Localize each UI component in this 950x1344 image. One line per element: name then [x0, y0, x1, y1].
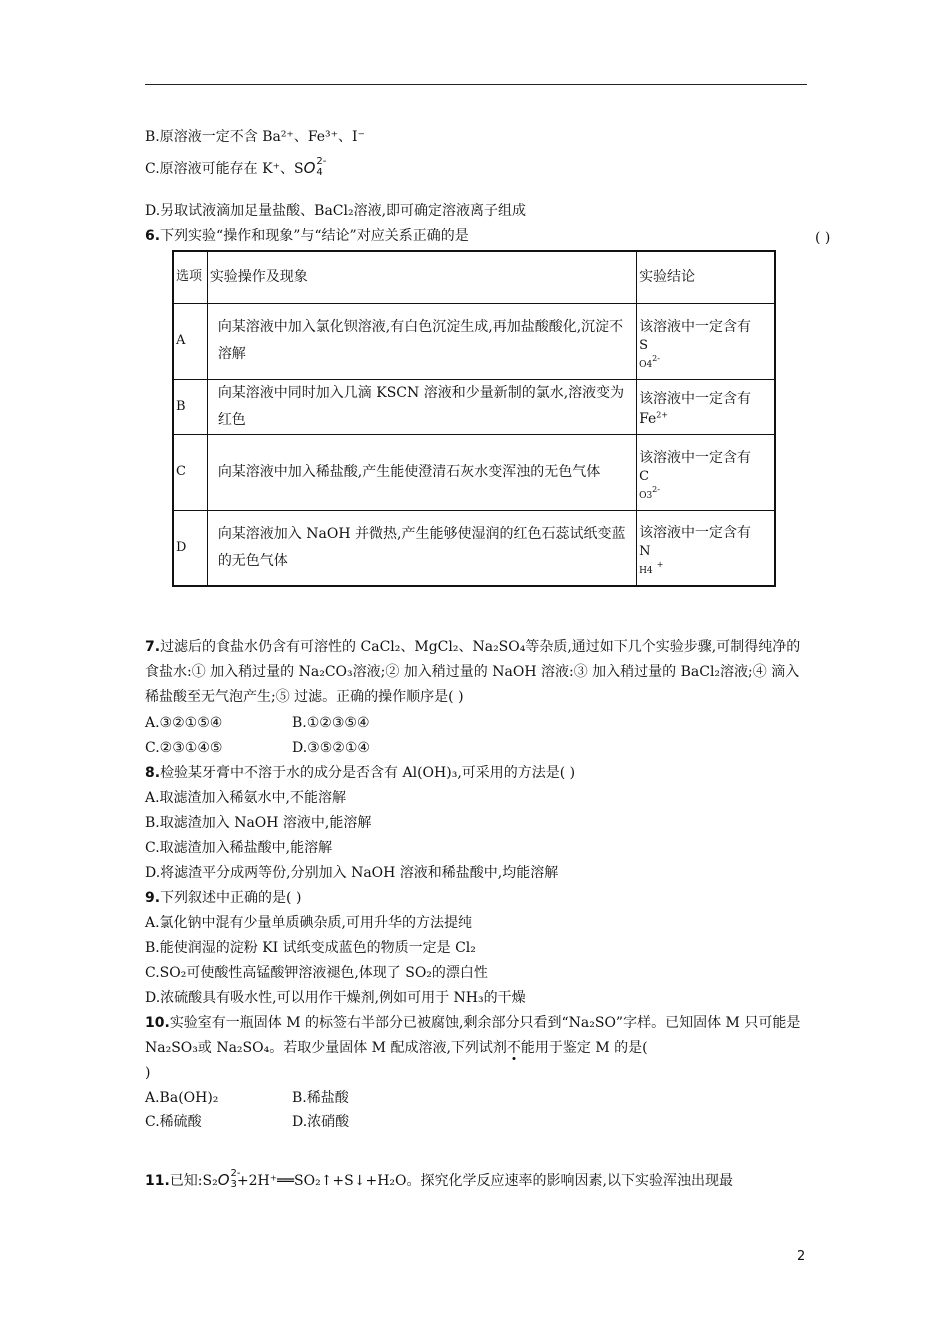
q5-option-c: C.原溶液可能存在 K⁺、$SO^{2-}4$ — [145, 158, 323, 181]
q9-option-a: A.氯化钠中混有少量单质碘杂质,可用升华的方法提纯 — [145, 915, 473, 931]
row-conclusion: 该溶液中一定含有 N $_{H4}$ + — [637, 510, 775, 586]
table-header-row — [173, 251, 775, 303]
q10-option-b: B.稀盐酸 — [292, 1090, 349, 1106]
q10-option-a: A.Ba(OH)₂ — [145, 1090, 219, 1106]
q6-answer-paren: ( ) — [815, 230, 831, 246]
q7-option-c: C.②③①④⑤ — [145, 740, 223, 756]
q5-option-d: D.另取试液滴加足量盐酸、BaCl₂溶液,即可确定溶液离子组成 — [145, 203, 527, 219]
thiosulfate-ion-formula: $O^{2-}3$ — [217, 1168, 241, 1190]
q11-stem: 11.已知$:S_2O^{2-}3+2H^+══SO_2↑+S↓+H_2O$。探究化学反应速率的影响因素,以下实验浑浊出现最 — [145, 1170, 733, 1193]
row-option: D — [173, 510, 207, 586]
q8-option-d: D.将滤渣平分成两等份,分别加入 NaOH 溶液和稀盐酸中,均能溶解 — [145, 865, 559, 881]
q6-stem: 6.下列实验“操作和现象”与“结论”对应关系正确的是 — [145, 228, 469, 244]
q7-option-a: A.③②①⑤④ — [145, 715, 223, 731]
row-option: C — [173, 434, 207, 510]
q8-option-a: A.取滤渣加入稀氨水中,不能溶解 — [145, 790, 347, 806]
header-rule — [145, 84, 807, 85]
q10-stem: 10.实验室有一瓶固体 M 的标签右半部分已被腐蚀,剩余部分只看到“Na₂SO”字样。已知固体 M 只可能是 Na₂SO₃或 Na₂SO₄。若取少量固体 M 配成溶液,下列试剂不能用于鉴定 M 的是( ) — [145, 1015, 801, 1081]
q8-stem: 8.检验某牙膏中不溶于水的成分是否含有 Al(OH)₃,可采用的方法是( ) — [145, 765, 576, 781]
sulfate-ion-formula: $O^{2-}4$ — [303, 156, 327, 178]
header-conclusion: 实验结论 — [637, 251, 775, 303]
q9-option-c: C.SO₂可使酸性高锰酸钾溶液褪色,体现了 SO₂的漂白性 — [145, 965, 488, 981]
q7-option-d: D.③⑤②①④ — [292, 740, 370, 756]
q8-option-b: B.取滤渣加入 NaOH 溶液中,能溶解 — [145, 815, 372, 831]
q8-option-c: C.取滤渣加入稀盐酸中,能溶解 — [145, 840, 333, 856]
q9-stem: 9.下列叙述中正确的是( ) — [145, 890, 302, 906]
row-conclusion: 该溶液中一定含有 $Fe^{2+}$ — [637, 379, 775, 434]
row-option: A — [173, 303, 207, 379]
row-operation: 向某溶液中同时加入几滴 KSCN 溶液和少量新制的氯水,溶液变为红色 — [217, 384, 625, 428]
header-option: 选项 — [173, 251, 207, 303]
q10-option-d: D.浓硝酸 — [292, 1114, 350, 1130]
q9-option-d: D.浓硫酸具有吸水性,可以用作干燥剂,例如可用于 NH₃的干燥 — [145, 990, 526, 1006]
q7-stem: 7.过滤后的食盐水仍含有可溶性的 CaCl₂、MgCl₂、Na₂SO₄等杂质,通过如下几个实验步骤,可制得纯净的食盐水:① 加入稍过量的 Na₂CO₃溶液;② 加入稍过量的 NaOH 溶液:③ 加入稍过量的 BaCl₂溶液;④ 滴入稀盐酸至无气泡产生;⑤ 过滤。正确的操作顺序是( ) — [145, 639, 801, 705]
header-operation: 实验操作及现象 — [209, 269, 308, 286]
row-operation: 向某溶液加入 NaOH 并微热,产生能够使湿润的红色石蕊试纸变蓝的无色气体 — [217, 525, 626, 569]
q10-option-c: C.稀硫酸 — [145, 1114, 202, 1130]
row-conclusion: 该溶液中一定含有 S $_{O4}$2- — [637, 303, 775, 379]
q7-option-b: B.①②③⑤④ — [292, 715, 370, 731]
table-row — [173, 303, 775, 379]
row-option: B — [173, 379, 207, 434]
table-row — [173, 510, 775, 586]
q9-option-b: B.能使润湿的淀粉 KI 试纸变成蓝色的物质一定是 Cl₂ — [145, 940, 476, 956]
row-conclusion: 该溶液中一定含有 C $_{O3}$2- — [637, 434, 775, 510]
row-operation: 向某溶液中加入稀盐酸,产生能使澄清石灰水变浑浊的无色气体 — [217, 463, 601, 480]
table-row — [173, 379, 775, 434]
row-operation: 向某溶液中加入氯化钡溶液,有白色沉淀生成,再加盐酸酸化,沉淀不溶解 — [217, 319, 624, 362]
q6-table — [172, 250, 776, 587]
q5-option-b: B.原溶液一定不含 Ba²⁺、Fe³⁺、I⁻ — [145, 129, 365, 145]
page-number: 2 — [797, 1249, 806, 1264]
table-row — [173, 434, 775, 510]
